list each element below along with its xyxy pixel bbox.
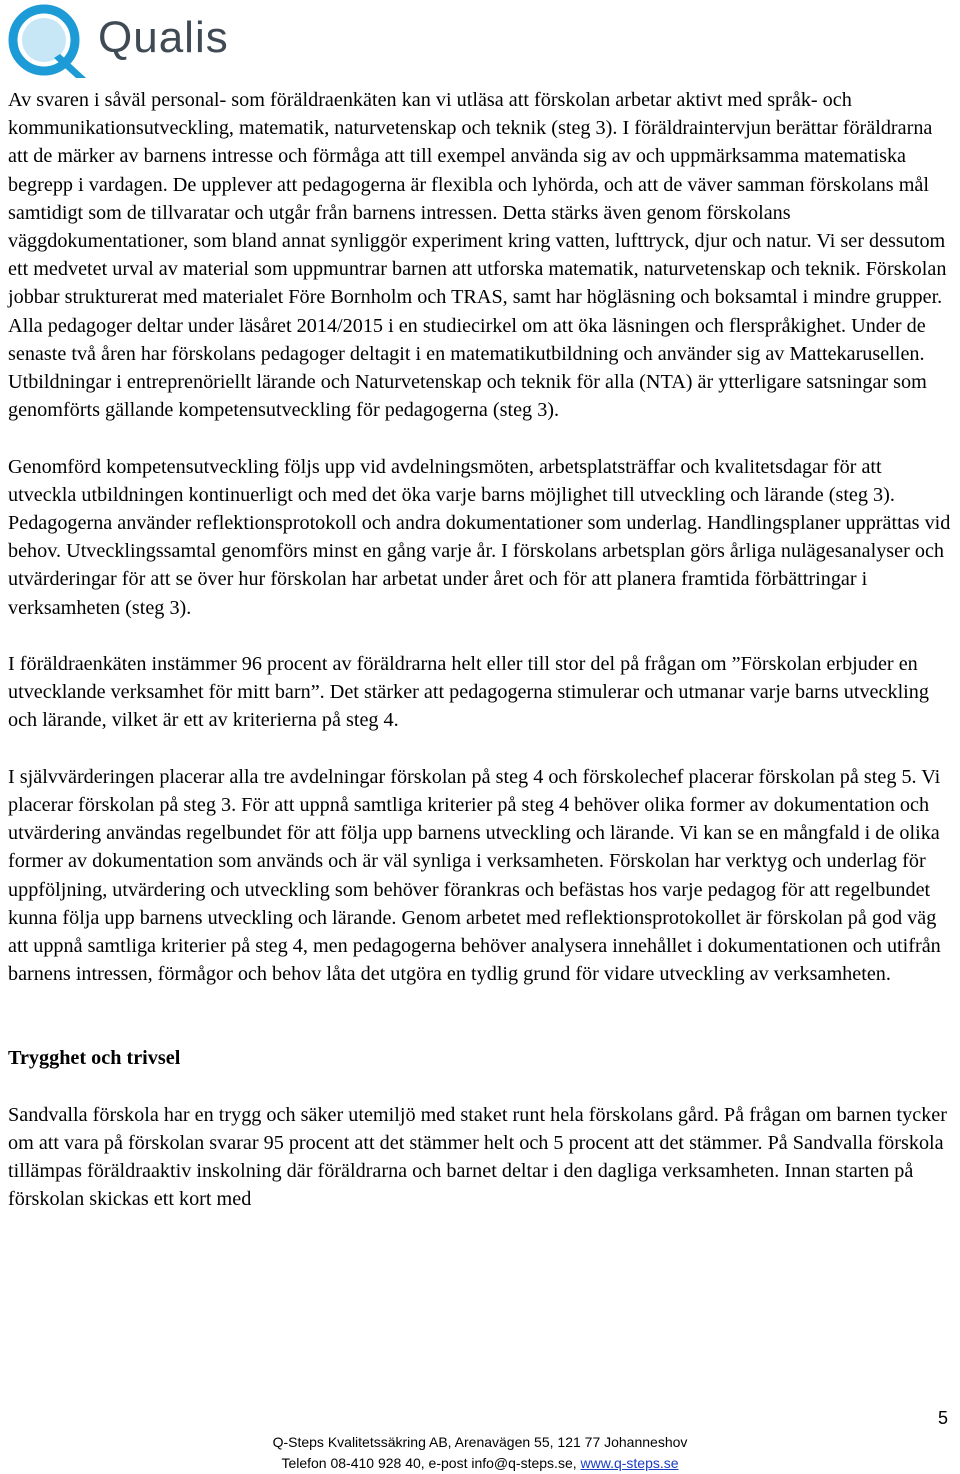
footer-address: Q-Steps Kvalitetssäkring AB, Arenavägen 55, 121 77 Johanneshov xyxy=(272,1434,688,1450)
qualis-q-icon xyxy=(6,4,98,80)
paragraph: Sandvalla förskola har en trygg och säker utemiljö med staket runt hela förskolans gård. På frågan om barnen tycker om att vara på förskolan svarar 95 procent att det stämmer helt och 5 procent att det stämmer. På Sandvalla förskola tillämpas föräldraaktiv inskolning där föräldrarna och barnet deltar i den dagliga verksamheten. Innan starten på förskolan skickas ett kort med xyxy=(8,1103,947,1211)
footer xyxy=(0,1432,960,1474)
website-link[interactable]: www.q-steps.se xyxy=(580,1455,679,1471)
document-body xyxy=(8,86,954,1242)
section-heading: Trygghet och trivsel xyxy=(8,1047,181,1070)
footer-contact xyxy=(0,1453,960,1474)
logo-text: Qualis xyxy=(98,13,229,62)
paragraph: I föräldraenkäten instämmer 96 procent av föräldrarna helt eller till stor del på frågan om ”Förskolan erbjuder en utvecklande verksamhet för mitt barn”. Det stärker att pedagogerna stimulerar och utmanar varje barns utveckling och lärande, vilket är ett av kriterierna på steg 4. xyxy=(8,653,929,732)
paragraph: Genomförd kompetensutveckling följs upp vid avdelningsmöten, arbetsplatsträffar och kvalitetsdagar för att utveckla utbildningen kontinuerligt och med det öka varje barns möjlighet till utveckling och lärande (steg 3). Pedagogerna använder reflektionsprotokoll och andra dokumentationer som underlag. Handlingsplaner upprättas vid behov. Utvecklingssamtal genomförs minst en gång varje år. I förskolans arbetsplan görs årliga nulägesanalyser och utvärderingar för att se över hur förskolan har arbetat under året och för att planera framtida förbättringar i verksamheten (steg 3). xyxy=(8,455,951,619)
qualis-logo xyxy=(6,4,236,80)
paragraph: I självvärderingen placerar alla tre avdelningar förskolan på steg 4 och förskolechef placerar förskolan på steg 5. Vi placerar förskolan på steg 3. För att uppnå samtliga kriterier på steg 4 behöver olika former av dokumentation och utvärdering användas regelbundet för att följa upp barnens utveckling och lärande. Vi kan se en mångfald i de olika former av dokumentation som används och är väl synliga i verksamheten. Förskolan har verktyg och underlag för uppföljning, utvärdering och utveckling som behöver förankras och befästas hos varje pedagog för att regelbundet kunna följa upp barnens utveckling och lärande. Genom arbetet med reflektionsprotokollet är förskolan på god väg att uppnå samtliga kriterier på steg 4, men pedagogerna behöver analysera innehållet i dokumentationen och utifrån barnens intressen, förmågor och behov låta det utgöra en tydlig grund för vidare utveckling av verksamheten. xyxy=(8,765,941,986)
paragraph: Av svaren i såväl personal- som föräldraenkäten kan vi utläsa att förskolan arbetar aktivt med språk- och kommunikationsutveckling, matematik, naturvetenskap och teknik (steg 3). I föräldraintervjun berättar föräldrarna att de märker av barnens intresse och förmåga att till exempel använda sig av och uppmärksamma matematiska begrepp i vardagen. De upplever att pedagogerna är flexibla och lyhörda, och att de väver samman förskolans mål samtidigt som de tillvaratar och utgår från barnens intressen. Detta stärks även genom förskolans väggdokumentationer, som bland annat synliggör experiment kring vatten, lufttryck, djur och natur. Vi ser dessutom ett medvetet urval av material som uppmuntrar barnen att utforska matematik, naturvetenskap och teknik. Förskolan jobbar strukturerat med materialet Före Bornholm och TRAS, samt har högläsning och boksamtal i mindre grupper. Alla pedagoger deltar under läsåret 2014/2015 i en studiecirkel om att öka läsningen och flerspråkighet. Under de senaste två åren har förskolans pedagoger deltagit i en matematikutbildning och använder sig av Mattekarusellen. Utbildningar i entreprenöriellt lärande och Naturvetenskap och teknik för alla (NTA) är ytterligare satsningar som genomförts gällande kompetensutveckling för pedagogerna (steg 3). xyxy=(8,89,947,422)
footer-contact-text: Telefon 08-410 928 40, e-post info@q-steps.se, xyxy=(281,1455,581,1471)
page-number: 5 xyxy=(937,1408,948,1428)
